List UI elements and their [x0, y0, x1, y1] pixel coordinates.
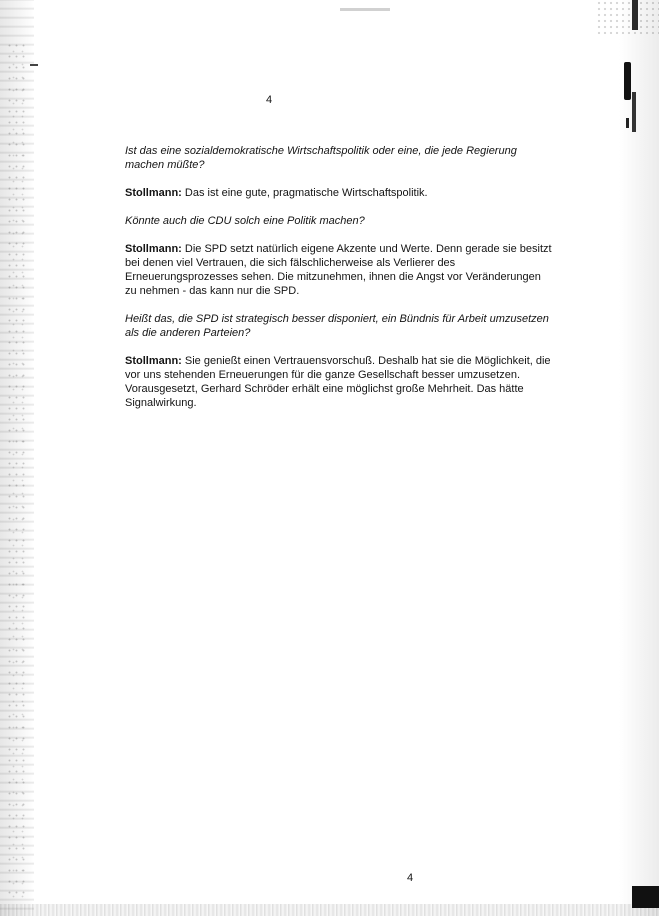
- scan-noise-top-right: [596, 0, 659, 34]
- speaker-name: Stollmann:: [125, 355, 182, 367]
- interview-question: Ist das eine sozialdemokratische Wirtschaftspolitik oder eine, die jede Regierung machen müßte?: [125, 145, 517, 171]
- interview-text: [125, 144, 555, 424]
- interview-question: Könnte auch die CDU solch eine Politik machen?: [125, 215, 365, 227]
- scan-mark-top-right: [632, 0, 638, 30]
- answer-text: Die SPD setzt natürlich eigene Akzente und Werte. Denn gerade sie besitzt bei denen viel Vertrauen, die sich fälschlicherweise als Verlierer des Erneuerungsprozesses sehen. Die mitzunehmen, ihnen die Angst vor Veränderungen zu nehmen - das kann nur die SPD.: [125, 243, 552, 297]
- scan-edge-right: [619, 0, 659, 916]
- scan-mark-bottom-right: [632, 886, 659, 908]
- interview-answer: [125, 242, 555, 298]
- interview-answer: [125, 186, 555, 200]
- interview-answer: [125, 354, 555, 410]
- scan-mark-right: [624, 62, 631, 100]
- scan-noise-left: [6, 40, 28, 900]
- speaker-name: Stollmann:: [125, 243, 182, 255]
- answer-text: Sie genießt einen Vertrauensvorschuß. Deshalb hat sie die Möglichkeit, die vor uns stehenden Erneuerungen für die ganze Gesellschaft besser umzusetzen. Vorausgesetzt, Gerhard Schröder erhält eine möglichst große Mehrheit. Das hätte Signalwirkung.: [125, 355, 551, 409]
- scan-mark-left: [30, 64, 38, 66]
- page-number-bottom: 4: [407, 872, 414, 884]
- answer-text: Das ist eine gute, pragmatische Wirtschaftspolitik.: [181, 187, 428, 199]
- interview-question: Heißt das, die SPD ist strategisch besser disponiert, ein Bündnis für Arbeit umzusetzen als die anderen Parteien?: [125, 313, 549, 339]
- page-number-top: 4: [266, 94, 273, 106]
- scan-edge-bottom: [0, 904, 659, 916]
- scan-mark-right-secondary: [632, 92, 636, 132]
- scan-mark-right-tick: [626, 118, 629, 128]
- speaker-name: Stollmann:: [125, 187, 182, 199]
- scan-smudge-top: [340, 8, 390, 11]
